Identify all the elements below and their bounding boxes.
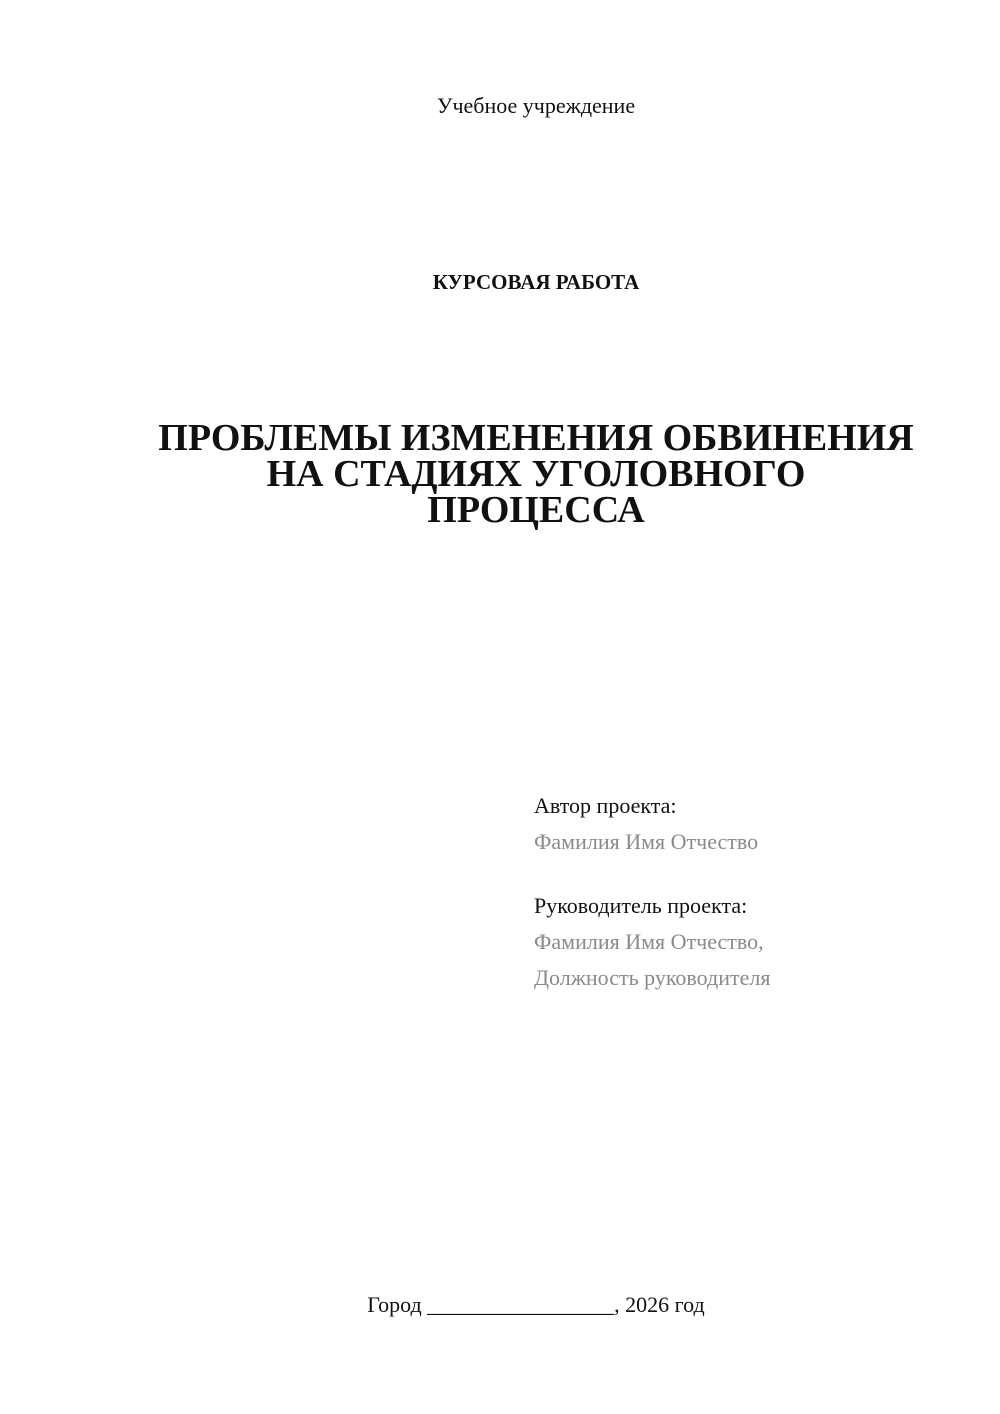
supervisor-name: Фамилия Имя Отчество,	[534, 929, 764, 954]
author-label: Автор проекта:	[534, 793, 677, 818]
credits-block	[534, 788, 974, 996]
document-title	[120, 417, 952, 531]
supervisor-label: Руководитель проекта:	[534, 893, 748, 918]
footer-year: , 2026 год	[614, 1292, 705, 1317]
title-line-3: ПРОЦЕССА	[427, 489, 645, 531]
institution-name: Учебное учреждение	[436, 93, 636, 118]
supervisor-position: Должность руководителя	[534, 965, 771, 990]
footer-city-label: Город	[367, 1292, 422, 1317]
footer-city-year	[0, 1290, 1000, 1320]
title-line-2: НА СТАДИЯХ УГОЛОВНОГО	[266, 453, 806, 495]
credits-spacer	[534, 860, 974, 888]
footer-city-blank: _________________	[427, 1292, 615, 1317]
document-type: КУРСОВАЯ РАБОТА	[432, 270, 640, 294]
title-line-1: ПРОБЛЕМЫ ИЗМЕНЕНИЯ ОБВИНЕНИЯ	[158, 417, 914, 459]
author-name: Фамилия Имя Отчество	[534, 829, 759, 854]
